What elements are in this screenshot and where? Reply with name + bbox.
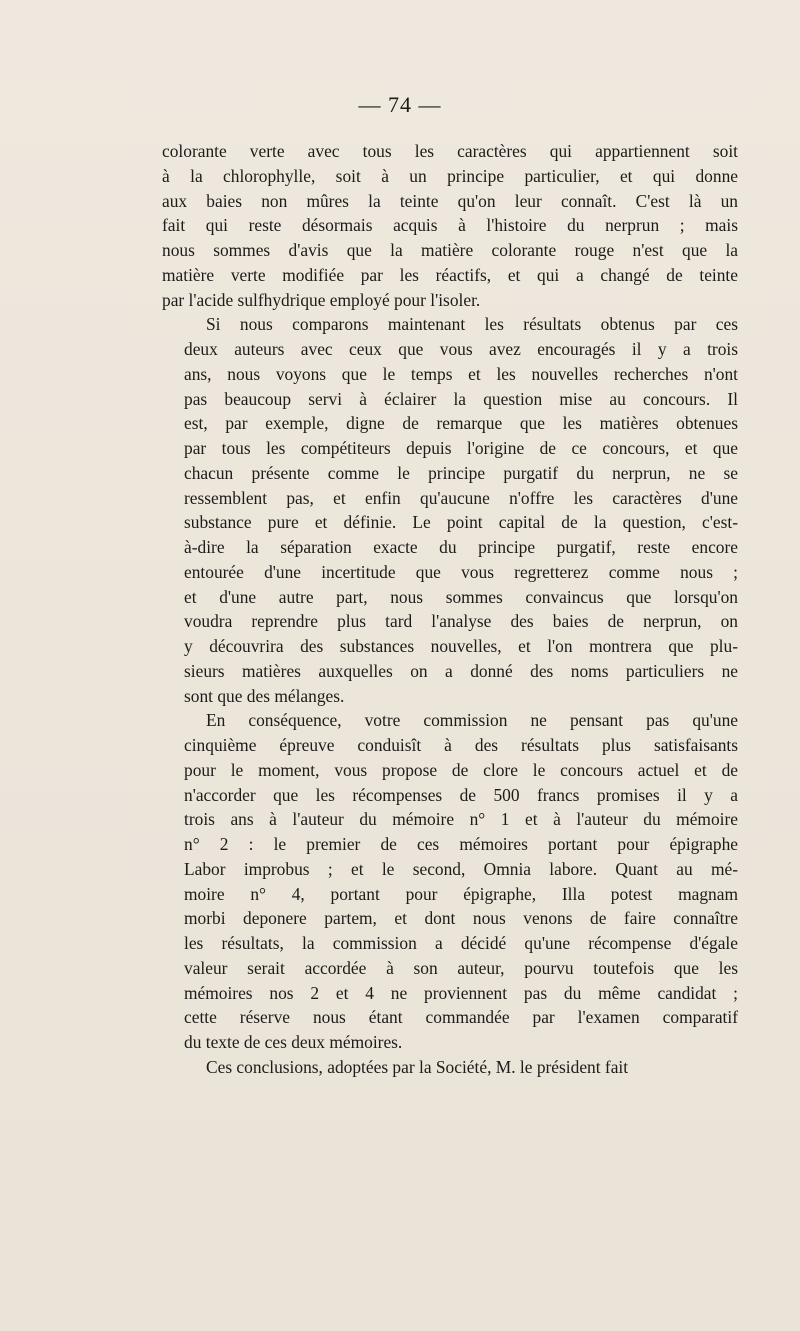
text-line: par tous les compétiteurs depuis l'origine de ce concours, et que — [184, 438, 738, 458]
text-line: substance pure et définie. Le point capital de la question, c'est- — [184, 512, 738, 533]
text-line: Si nous comparons maintenant les résultats obtenus par ces — [206, 314, 738, 335]
text-line: entourée d'une incertitude que vous regretterez comme nous ; — [184, 561, 738, 582]
text-line: nous sommes d'avis que la matière colorante rouge n'est que la — [162, 240, 738, 260]
text-line: aux baies non mûres la teinte qu'on leur connaît. C'est là un — [162, 190, 738, 211]
text-line: trois ans à l'auteur du mémoire n° 1 et à l'auteur du mémoire — [184, 809, 738, 830]
paragraph — [162, 708, 738, 1055]
text-line: voudra reprendre plus tard l'analyse des baies de nerprun, on — [184, 611, 738, 632]
text-line: sont que des mélanges. — [184, 685, 345, 706]
text-line: n'accorder que les récompenses de 500 francs promises il y a — [184, 784, 738, 805]
text-line: En conséquence, votre commission ne pensant pas qu'une — [206, 710, 738, 731]
text-line: mémoires nos 2 et 4 ne proviennent pas du même candidat ; — [184, 982, 738, 1003]
text-line: deux auteurs avec ceux que vous avez encouragés il y a trois — [184, 339, 738, 359]
text-line: Ces conclusions, adoptées par la Société, M. le président fait — [206, 1056, 629, 1077]
page-number: — 74 — — [358, 92, 442, 117]
paragraph — [162, 139, 738, 312]
text-line: chacun présente comme le principe purgatif du nerprun, ne se — [184, 462, 738, 483]
text-line: par l'acide sulfhydrique employé pour l'isoler. — [162, 289, 481, 310]
text-line: Labor improbus ; et le second, Omnia labore. Quant au mé- — [184, 858, 738, 879]
text-line: n° 2 : le premier de ces mémoires portant pour épigraphe — [184, 834, 738, 854]
text-line: à-dire la séparation exacte du principe purgatif, reste encore — [184, 537, 738, 557]
text-line: cette réserve nous étant commandée par l'examen comparatif — [184, 1007, 738, 1028]
text-line: matière verte modifiée par les réactifs, et qui a changé de teinte — [162, 264, 738, 285]
paragraph — [162, 312, 738, 708]
text-line: à la chlorophylle, soit à un principe particulier, et qui donne — [162, 165, 738, 186]
text-line: moire n° 4, portant pour épigraphe, Illa potest magnam — [184, 883, 738, 904]
text-line: est, par exemple, digne de remarque que les matières obtenues — [184, 413, 738, 434]
text-line: les résultats, la commission a décidé qu'une récompense d'égale — [184, 933, 738, 953]
text-line: du texte de ces deux mémoires. — [184, 1032, 403, 1052]
text-line: y découvrira des substances nouvelles, et l'on montrera que plu- — [184, 636, 738, 656]
text-line: pour le moment, vous propose de clore le concours actuel et de — [184, 759, 738, 780]
text-line: pas beaucoup servi à éclairer la question mise au concours. Il — [184, 388, 738, 409]
text-line: cinquième épreuve conduisît à des résultats plus satisfaisants — [184, 735, 738, 755]
text-line: ressemblent pas, et enfin qu'aucune n'offre les caractères d'une — [184, 487, 738, 508]
body-text — [162, 139, 738, 1080]
text-line: fait qui reste désormais acquis à l'histoire du nerprun ; mais — [162, 215, 738, 236]
text-line: valeur serait accordée à son auteur, pourvu toutefois que les — [184, 957, 738, 978]
text-line: morbi deponere partem, et dont nous venons de faire connaître — [184, 908, 738, 929]
text-line: et d'une autre part, nous sommes convaincus que lorsqu'on — [184, 586, 738, 607]
text-line: colorante verte avec tous les caractères qui appartiennent soit — [162, 141, 738, 161]
paragraph — [162, 1055, 738, 1080]
text-line: sieurs matières auxquelles on a donné des noms particuliers ne — [184, 660, 738, 681]
text-line: ans, nous voyons que le temps et les nouvelles recherches n'ont — [184, 363, 738, 384]
